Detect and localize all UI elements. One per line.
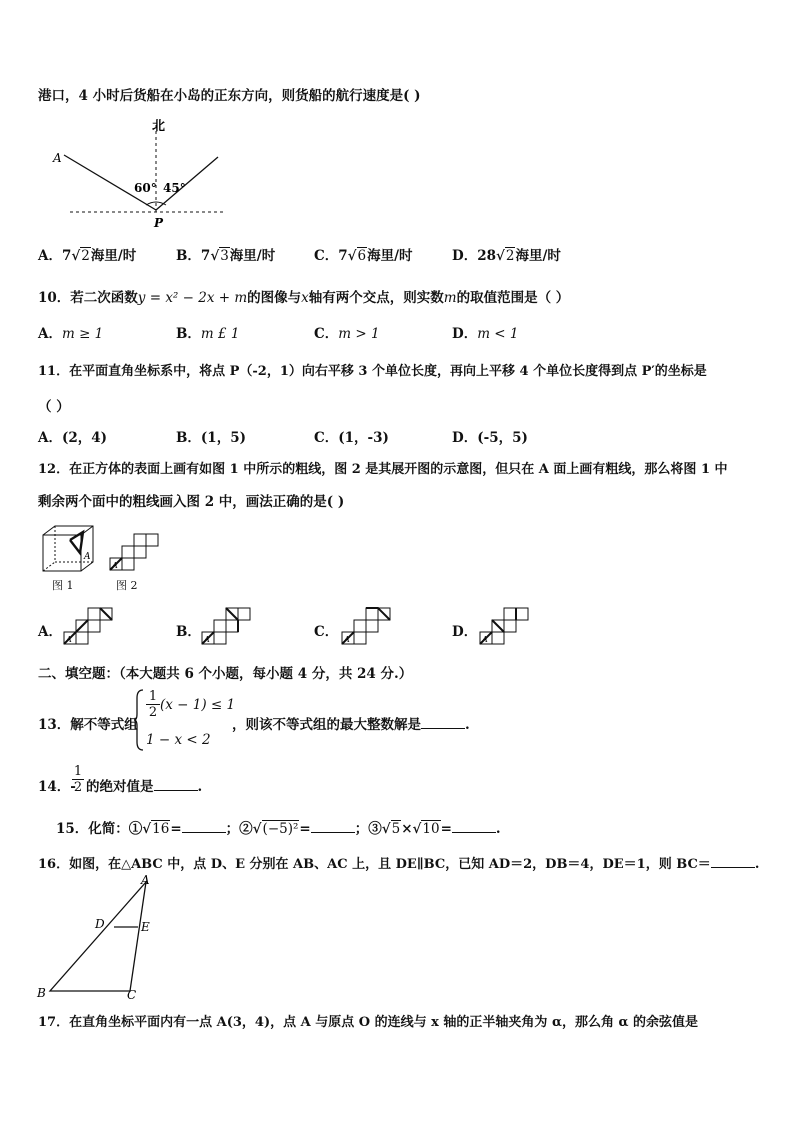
svg-text:A: A bbox=[344, 635, 350, 644]
q10-stem: 10．若二次函数y = x² − 2x + m的图像与x轴有两个交点，则实数m的取值范围是（ ） bbox=[38, 290, 570, 306]
q10-option-a: A．m ≥ 1 bbox=[38, 326, 104, 342]
q12-option-b-net bbox=[200, 604, 252, 646]
q13-inequality-2: 1 − x < 2 bbox=[146, 732, 211, 748]
q15-blank-3 bbox=[452, 820, 496, 833]
q12-fig2-caption: 图 2 bbox=[116, 579, 138, 592]
q9-option-d: D．28√2海里/时 bbox=[452, 248, 561, 264]
q11-stem-line2: （ ） bbox=[38, 399, 70, 415]
q12-option-d-label: D． bbox=[452, 624, 478, 640]
q12-cube-figure bbox=[40, 523, 100, 573]
q12-option-c-label: C． bbox=[314, 624, 339, 640]
q12-option-b-label: B． bbox=[176, 624, 201, 640]
svg-text:D: D bbox=[95, 917, 105, 931]
q9-option-b: B．7√3海里/时 bbox=[176, 248, 276, 264]
q11-option-c: C．(1，-3) bbox=[314, 430, 389, 446]
q13-inequality-1: (x − 1) ≤ 1 bbox=[160, 697, 236, 713]
svg-text:C: C bbox=[127, 988, 137, 1002]
q13-fraction: 1 2 bbox=[146, 689, 160, 720]
svg-text:A: A bbox=[84, 552, 91, 562]
q10-formula: y = x² − 2x + m bbox=[137, 290, 248, 306]
q9-option-a: A．7√2海里/时 bbox=[38, 248, 137, 264]
q14-stem: 的绝对值是 . bbox=[86, 779, 203, 795]
q16-stem: 16．如图，在△ABC 中，点 D、E 分别在 AB、AC 上，且 DE∥BC，已知 AD＝2，DB＝4，DE＝1，则 BC＝ . bbox=[38, 857, 760, 872]
q10-option-b: B．m £ 1 bbox=[176, 326, 240, 342]
svg-text:E: E bbox=[141, 920, 150, 934]
q10-option-d: D．m < 1 bbox=[452, 326, 519, 342]
q14-label: 14．- bbox=[38, 779, 76, 795]
q11-option-d: D．(-5，5) bbox=[452, 430, 528, 446]
q13-stem-after: ，则该不等式组的最大整数解是 . bbox=[232, 717, 470, 733]
point-p-label: P bbox=[154, 216, 164, 230]
q13-label: 13．解不等式组 bbox=[38, 717, 138, 733]
q12-net-figure bbox=[108, 530, 160, 572]
q9-figure bbox=[50, 115, 240, 230]
svg-text:A: A bbox=[141, 873, 150, 887]
angle-60-label: 60° bbox=[134, 181, 157, 195]
north-label: 北 bbox=[152, 119, 166, 134]
section-2-heading: 二、填空题：（本大题共 6 个小题，每小题 4 分，共 24 分.） bbox=[38, 666, 413, 682]
q12-option-a-label: A． bbox=[38, 624, 62, 640]
q12-option-d-net bbox=[478, 604, 530, 646]
q14-fraction: 1 2 bbox=[73, 764, 83, 795]
q17-stem: 17．在直角坐标平面内有一点 A(3，4)，点 A 与原点 O 的连线与 x 轴的正半轴夹角为 α，那么角 α 的余弦值是 bbox=[38, 1015, 698, 1030]
q11-option-a: A．(2，4) bbox=[38, 430, 108, 446]
q12-fig1-caption: 图 1 bbox=[52, 579, 74, 592]
svg-text:A: A bbox=[482, 635, 488, 644]
q13-answer-blank bbox=[421, 716, 465, 729]
q9-option-c: C．7√6海里/时 bbox=[314, 248, 413, 264]
angle-45-label: 45° bbox=[163, 181, 186, 195]
q13-brace bbox=[133, 688, 145, 752]
q10-option-c: C．m > 1 bbox=[314, 326, 380, 342]
q9-stem: 港口，4 小时后货船在小岛的正东方向，则货船的航行速度是( ) bbox=[38, 88, 421, 104]
svg-text:B: B bbox=[37, 986, 46, 1000]
svg-text:A: A bbox=[66, 635, 72, 644]
q12-option-c-net bbox=[340, 604, 392, 646]
q15-blank-1 bbox=[182, 820, 226, 833]
q12-stem-line1: 12．在正方体的表面上画有如图 1 中所示的粗线，图 2 是其展开图的示意图，但只在 A 面上画有粗线，那么将图 1 中 bbox=[38, 462, 728, 477]
q11-stem-line1: 11．在平面直角坐标系中，将点 P（-2，1）向右平移 3 个单位长度，再向上平移 4 个单位长度得到点 P′的坐标是 bbox=[38, 364, 707, 379]
svg-text:A: A bbox=[204, 635, 210, 644]
q15-blank-2 bbox=[311, 820, 355, 833]
q12-option-a-net bbox=[62, 604, 114, 646]
q15-stem: 15．化简：①√16= ；②√(−5)²= ；③√5×√10= . bbox=[56, 821, 501, 837]
q11-option-b: B．(1，5) bbox=[176, 430, 246, 446]
svg-text:A: A bbox=[112, 561, 118, 570]
q16-answer-blank bbox=[711, 855, 755, 868]
point-a-label: A bbox=[53, 151, 62, 165]
q16-triangle-figure bbox=[34, 874, 164, 1004]
q14-answer-blank bbox=[154, 778, 198, 791]
q12-stem-line2: 剩余两个面中的粗线画入图 2 中，画法正确的是( ) bbox=[38, 494, 345, 510]
